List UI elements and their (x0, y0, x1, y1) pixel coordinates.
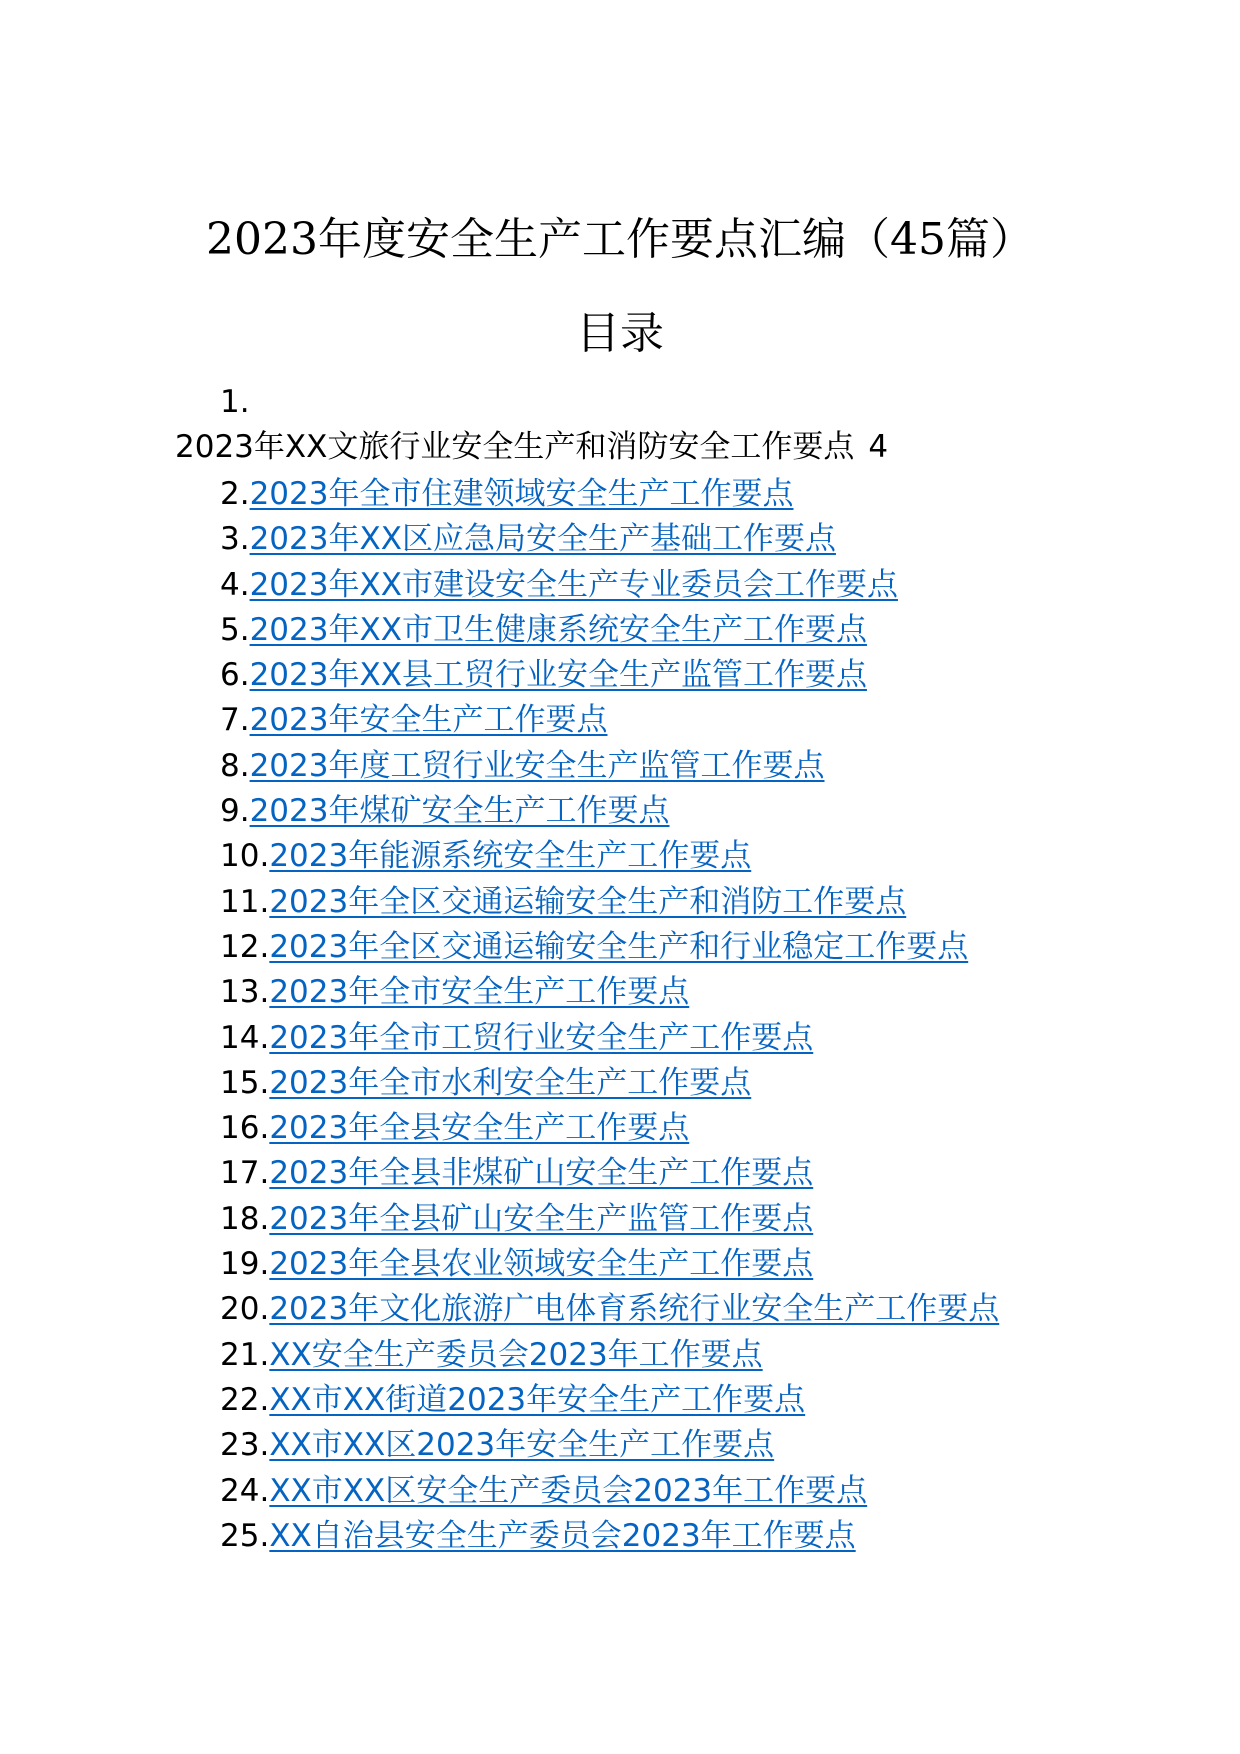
toc-item-number: 17. (220, 1155, 270, 1192)
toc-item-number: 16. (220, 1110, 270, 1147)
toc-item[interactable] (220, 1152, 999, 1197)
toc-item[interactable] (220, 1424, 999, 1469)
toc-item-number: 10. (220, 838, 270, 875)
toc-item[interactable] (220, 564, 999, 609)
toc-item-link[interactable]: XX市XX区安全生产委员会2023年工作要点 (269, 1472, 868, 1509)
toc-item-link[interactable]: 2023年XX县工贸行业安全生产监管工作要点 (249, 657, 867, 694)
toc-item-link[interactable]: 2023年全县农业领域安全生产工作要点 (269, 1246, 814, 1283)
toc-item-link[interactable]: 2023年文化旅游广电体育系统行业安全生产工作要点 (269, 1291, 1000, 1328)
toc-item-number: 24. (220, 1472, 270, 1509)
toc-item[interactable] (220, 518, 999, 563)
toc-item[interactable] (220, 835, 999, 880)
toc-list (220, 473, 999, 1560)
toc-item[interactable] (220, 1017, 999, 1062)
toc-item-number: 19. (220, 1246, 270, 1283)
toc-item-link[interactable]: 2023年安全生产工作要点 (249, 702, 608, 739)
toc-item-link[interactable]: 2023年全县非煤矿山安全生产工作要点 (269, 1155, 814, 1192)
toc-item-link[interactable]: 2023年全市安全生产工作要点 (269, 974, 690, 1011)
toc-item-number: 23. (220, 1427, 270, 1464)
toc-item[interactable] (220, 473, 999, 518)
toc-item[interactable] (220, 1107, 999, 1152)
toc-item-number: 2. (220, 476, 250, 512)
toc-item[interactable] (220, 654, 999, 699)
toc-item[interactable] (220, 1379, 999, 1424)
toc-item[interactable] (220, 1288, 999, 1333)
toc-item-link[interactable]: XX安全生产委员会2023年工作要点 (269, 1336, 763, 1373)
toc-item-number: 6. (220, 657, 250, 694)
toc-item-number: 22. (220, 1381, 270, 1418)
toc-item[interactable] (220, 1334, 999, 1379)
toc-item-number: 21. (220, 1336, 270, 1373)
toc-item-number: 7. (220, 702, 250, 739)
toc-item-number: 1. (220, 384, 250, 420)
toc-item-link[interactable]: 2023年XX区应急局安全生产基础工作要点 (249, 521, 836, 558)
toc-item-link[interactable]: 2023年全县安全生产工作要点 (269, 1110, 690, 1147)
toc-item-link[interactable]: 2023年煤矿安全生产工作要点 (249, 793, 670, 830)
toc-item-number: 5. (220, 611, 250, 648)
toc-item-number: 3. (220, 521, 250, 558)
toc-item-number: 12. (220, 928, 270, 965)
toc-item-number: 8. (220, 747, 250, 784)
toc-item[interactable] (220, 609, 999, 654)
toc-item-link[interactable]: 2023年全县矿山安全生产监管工作要点 (269, 1200, 814, 1237)
toc-item[interactable] (220, 881, 999, 926)
toc-item-number: 9. (220, 793, 250, 830)
toc-item-link[interactable]: 2023年能源系统安全生产工作要点 (269, 838, 752, 875)
toc-item-link[interactable]: XX市XX街道2023年安全生产工作要点 (269, 1381, 806, 1418)
toc-item[interactable] (220, 1470, 999, 1515)
toc-item-link[interactable]: 2023年XX市建设安全生产专业委员会工作要点 (249, 566, 898, 603)
toc-item-number: 15. (220, 1064, 270, 1101)
toc-item[interactable] (220, 971, 999, 1016)
toc-item[interactable] (220, 1515, 999, 1560)
toc-item[interactable] (220, 1062, 999, 1107)
toc-item-link[interactable]: 2023年全区交通运输安全生产和行业稳定工作要点 (269, 928, 969, 965)
toc-item[interactable] (220, 790, 999, 835)
toc-item-link[interactable]: 2023年全市水利安全生产工作要点 (269, 1064, 752, 1101)
toc-item[interactable] (220, 1243, 999, 1288)
toc-item-link[interactable]: 2023年全市工贸行业安全生产工作要点 (269, 1019, 814, 1056)
toc-item-link[interactable]: XX自治县安全生产委员会2023年工作要点 (269, 1517, 856, 1554)
toc-item[interactable] (220, 1198, 999, 1243)
toc-heading: 目录 (576, 308, 664, 359)
toc-item-number: 20. (220, 1291, 270, 1328)
toc-item[interactable] (220, 745, 999, 790)
toc-item-number: 25. (220, 1517, 270, 1554)
toc-item-number: 11. (220, 883, 270, 920)
toc-item-link[interactable]: XX市XX区2023年安全生产工作要点 (269, 1427, 775, 1464)
toc-item-link[interactable]: 2023年度工贸行业安全生产监管工作要点 (249, 747, 825, 784)
document-title: 2023年度安全生产工作要点汇编（45篇） (206, 214, 1034, 265)
toc-page-number: 4 (868, 429, 889, 465)
toc-item-link[interactable]: 2023年XX市卫生健康系统安全生产工作要点 (249, 611, 867, 648)
toc-item-link[interactable]: 2023年全市住建领域安全生产工作要点 (249, 476, 794, 512)
toc-item[interactable] (220, 699, 999, 744)
toc-item-number: 4. (220, 566, 250, 603)
toc-item[interactable] (220, 926, 999, 971)
toc-item-link[interactable]: 2023年全区交通运输安全生产和消防工作要点 (269, 883, 907, 920)
toc-item-number: 14. (220, 1019, 270, 1056)
toc-item-title[interactable]: 2023年XX文旅行业安全生产和消防安全工作要点 (175, 429, 855, 465)
toc-item-number: 13. (220, 974, 270, 1011)
toc-item-first[interactable] (175, 427, 888, 467)
toc-item-number: 18. (220, 1200, 270, 1237)
